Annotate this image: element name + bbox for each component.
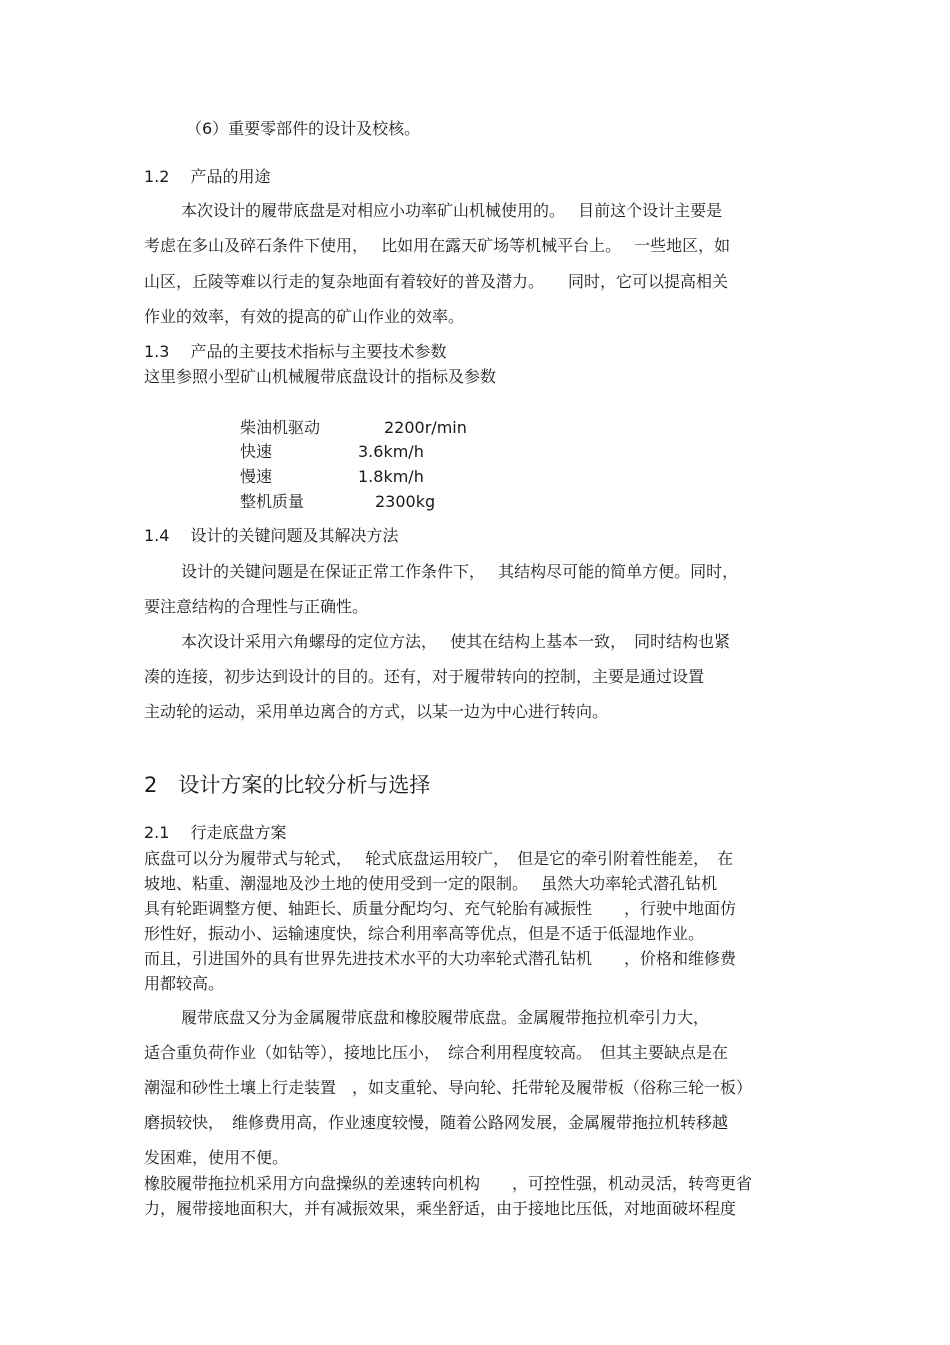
paragraph-line: 凑的连接，初步达到设计的目的。还有，对于履带转向的控制，主要是通过设置 — [144, 667, 705, 686]
paragraph-line: 发困难，使用不便。 — [144, 1148, 289, 1167]
section-heading-1-4: 1.4 设计的关键问题及其解决方法 — [144, 526, 399, 545]
list-item-6: （6）重要零部件的设计及校核。 — [186, 119, 421, 138]
paragraph-line: 形性好，振动小、运输速度快，综合利用率高等优点，但是不适于低湿地作业。 — [144, 924, 705, 943]
paragraph-line: 本次设计采用六角螺母的定位方法， 使其在结构上基本一致， 同时结构也紧 — [181, 632, 731, 651]
chapter-heading-2: 2 设计方案的比较分析与选择 — [144, 773, 431, 797]
param-value: 1.8km/h — [358, 467, 424, 486]
param-value: 2200r/min — [384, 418, 467, 437]
paragraph-line: 适合重负荷作业（如钻等），接地比压小， 综合利用程度较高。 但其主要缺点是在 — [144, 1043, 729, 1062]
paragraph-line: 坡地、粘重、潮湿地及沙土地的使用受到一定的限制。 虽然大功率轮式潜孔钻机 — [144, 874, 718, 893]
paragraph-line: 本次设计的履带底盘是对相应小功率矿山机械使用的。 目前这个设计主要是 — [181, 201, 723, 220]
paragraph-line: 橡胶履带拖拉机采用方向盘操纵的差速转向机构 ，可控性强，机动灵活，转弯更省 — [144, 1174, 753, 1193]
paragraph-line: 潮湿和砂性土壤上行走装置 ，如支重轮、导向轮、托带轮及履带板（俗称三轮一板） — [144, 1078, 753, 1097]
paragraph-line: 履带底盘又分为金属履带底盘和橡胶履带底盘。金属履带拖拉机牵引力大， — [181, 1008, 710, 1027]
paragraph-line: 考虑在多山及碎石条件下使用， 比如用在露天矿场等机械平台上。 一些地区，如 — [144, 236, 731, 255]
paragraph-line: 而且，引进国外的具有世界先进技术水平的大功率轮式潜孔钻机 ，价格和维修费 — [144, 949, 737, 968]
param-label: 柴油机驱动 — [240, 418, 321, 437]
paragraph-line: 主动轮的运动，采用单边离合的方式，以某一边为中心进行转向。 — [144, 702, 609, 721]
param-label: 慢速 — [240, 467, 273, 486]
paragraph-line: 磨损较快， 维修费用高，作业速度较慢，随着公路网发展，金属履带拖拉机转移越 — [144, 1113, 729, 1132]
param-value: 3.6km/h — [358, 442, 424, 461]
paragraph-line: 底盘可以分为履带式与轮式， 轮式底盘运用较广， 但是它的牵引附着性能差， 在 — [144, 849, 734, 868]
paragraph-line: 具有轮距调整方便、轴距长、质量分配均匀、充气轮胎有减振性 ，行驶中地面仿 — [144, 899, 737, 918]
paragraph-line: 设计的关键问题是在保证正常工作条件下， 其结构尽可能的简单方便。同时， — [181, 562, 739, 581]
paragraph-line: 山区，丘陵等难以行走的复杂地面有着较好的普及潜力。 同时，它可以提高相关 — [144, 272, 729, 291]
paragraph-line: 力，履带接地面积大，并有减振效果，乘坐舒适，由于接地比压低，对地面破坏程度 — [144, 1199, 737, 1218]
paragraph-line: 用都较高。 — [144, 974, 225, 993]
paragraph-line: 要注意结构的合理性与正确性。 — [144, 597, 369, 616]
section-heading-1-2: 1.2 产品的用途 — [144, 167, 271, 186]
paragraph-line: 作业的效率，有效的提高的矿山作业的效率。 — [144, 307, 465, 326]
section-heading-2-1: 2.1 行走底盘方案 — [144, 823, 287, 842]
section-heading-1-3: 1.3 产品的主要技术指标与主要技术参数 — [144, 342, 447, 361]
param-label: 快速 — [240, 442, 273, 461]
param-value: 2300kg — [375, 492, 436, 511]
param-label: 整机质量 — [240, 492, 305, 511]
paragraph-line: 这里参照小型矿山机械履带底盘设计的指标及参数 — [144, 367, 497, 386]
